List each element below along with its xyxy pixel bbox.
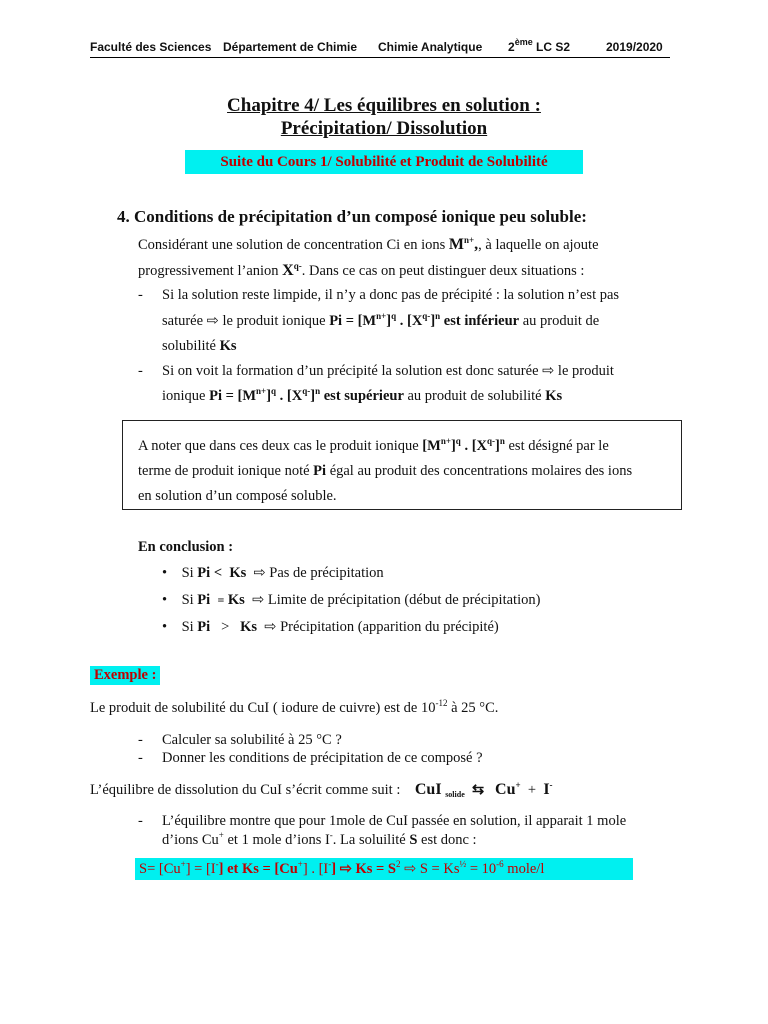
- case1-line3: solubilité Ks: [162, 338, 237, 354]
- page-header: [90, 37, 670, 58]
- question1: Calculer sa solubilité à 25 °C ?: [162, 732, 342, 748]
- header-course: Chimie Analytique: [378, 40, 483, 54]
- example-label: Exemple :: [90, 666, 160, 685]
- case1-dash: -: [138, 287, 143, 303]
- case1-line1: Si la solution reste limpide, il n’y a donc pas de précipité : la solution n’est pas: [162, 287, 620, 303]
- header-faculty: Faculté des Sciences: [90, 40, 212, 54]
- intro-line1: Considérant une solution de concentration Ci en ions $M^{n+}$,, à laquelle on ajoute: [138, 235, 599, 253]
- header-level: 2ème LC S2: [508, 37, 571, 54]
- explanation-dash: -: [138, 813, 143, 829]
- chapter-title-line2: Précipitation/ Dissolution: [280, 118, 488, 139]
- case2-line1: Si on voit la formation d’un précipité la solution est donc saturée ⇨ le produit: [162, 363, 614, 379]
- solubility-formula: S= [Cu+] = [I-] et Ks = [Cu+] . [I-] ⇨ $Ks = S^2$ ⇨ $S = Ks^{\frac{1}{2}} = 10^{-6}$ mole/l: [135, 858, 633, 880]
- conclusion-title: En conclusion :: [138, 539, 234, 555]
- note-line3: en solution d’un composé soluble.: [138, 488, 337, 504]
- explanation-line2: d’ions Cu+ et 1 mole d’ions I-. La soluilité S est donc :: [162, 830, 477, 848]
- chapter-title-line1: Chapitre 4/ Les équilibres en solution :: [227, 95, 541, 116]
- note-line2: terme de produit ionique noté Pi égal au produit des concentrations molaires des ions: [138, 463, 633, 479]
- conclusion-item: • Si Pi = Ks ⇨ Limite de précipitation (début de précipitation): [162, 592, 541, 608]
- header-department: Département de Chimie: [223, 40, 358, 54]
- explanation-line1: L’équilibre montre que pour 1mole de CuI passée en solution, il apparait 1 mole: [162, 813, 627, 829]
- course-subtitle: Suite du Cours 1/ Solubilité et Produit de Solubilité: [185, 150, 583, 174]
- question2-dash: -: [138, 750, 143, 766]
- equilibrium-line: L’équilibre de dissolution du CuI s’écrit comme suit : CuI $_{solide}$ ⇆ Cu+ + I-: [90, 780, 553, 799]
- header-year: 2019/2020: [606, 40, 663, 54]
- conclusion-item: • Si Pi > Ks ⇨ Précipitation (apparition du précipité): [162, 619, 499, 635]
- question1-dash: -: [138, 732, 143, 748]
- note-line1: A noter que dans ces deux cas le produit ionique $[M^{n+}]^q$ . $[X^{q-}]^n$ est désigné par le: [138, 436, 609, 454]
- section-heading: 4. Conditions de précipitation d’un composé ionique peu soluble:: [117, 207, 587, 226]
- question2: Donner les conditions de précipitation de ce composé ?: [162, 750, 483, 766]
- example-statement: Le produit de solubilité du CuI ( iodure de cuivre) est de $10^{-12}$ à 25 °C.: [90, 698, 499, 716]
- case2-line2: ionique $Pi = [M^{n+}]^q$ . $[X^{q-}]^n$ est supérieur au produit de solubilité Ks: [162, 386, 563, 404]
- conclusion-item: • Si Pi < Ks ⇨ Pas de précipitation: [162, 565, 384, 581]
- intro-line2: progressivement l’anion $X^{q-}$. Dans ce cas on peut distinguer deux situations :: [138, 261, 585, 279]
- case2-dash: -: [138, 363, 143, 379]
- case1-line2: saturée ⇨ le produit ionique $Pi = [M^{n+}]^q$ . $[X^{q-}]^n$ est inférieur au produit de: [162, 311, 600, 329]
